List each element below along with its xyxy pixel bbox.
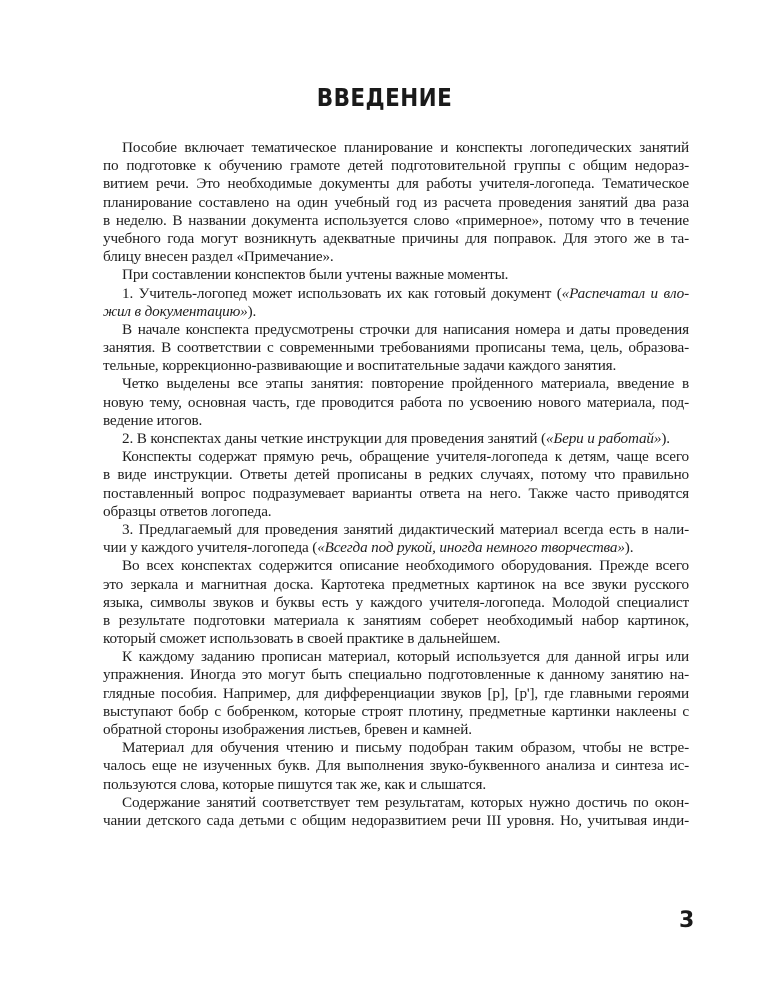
text-segment: Конспекты содержат прямую речь, обращение учителя-логопеда к детям, чаще всего [122,448,689,466]
text-segment: по подготовке к обучению грамоте детей подготовительной группы с общим недораз- [103,157,689,175]
text-segment: занятия. В соответствии с современными требованиями прописаны тема, цель, образова- [103,339,689,357]
text-line [103,739,689,757]
text-segment: Во всех конспектах содержится описание необходимого оборудования. Прежде всего [122,557,689,575]
text-line [103,194,689,212]
text-line [103,576,689,594]
text-line [103,539,689,557]
text-segment: который сможет использовать в своей практике в дальнейшем. [103,630,501,648]
text-segment: При составлении конспектов были учтены важные моменты. [122,266,509,284]
italic-quote: жил в документацию» [103,302,248,320]
text-line [103,230,689,248]
text-segment: новую тему, основная часть, где проводится работа по усвоению нового материала, под- [103,393,689,411]
text-segment: Четко выделены все этапы занятия: повторение пройденного материала, введение в [122,375,689,393]
text-line [103,521,689,539]
text-line [103,466,689,484]
text-line [103,757,689,775]
text-line [103,503,689,521]
text-segment: Содержание занятий соответствует тем результатам, которых нужно достичь по окон- [122,793,689,811]
text-line [103,357,689,375]
text-segment: планирование составлено на один учебный год из расчета проведения занятий два раза [103,193,689,211]
text-line [103,212,689,230]
text-line [103,685,689,703]
text-segment: ). [247,302,257,320]
italic-quote: «Распечатал и вло- [561,284,689,302]
text-segment: пользуются слова, которые пишутся так же, как и слышатся. [103,775,486,793]
text-line [103,339,689,357]
italic-quote: «Бери и работай» [545,430,662,447]
text-line [103,430,689,448]
text-line [103,448,689,466]
text-segment: 2. В конспектах даны четкие инструкции для проведения занятий ( [122,430,546,447]
text-segment: чии у каждого учителя-логопеда ( [103,539,318,557]
text-segment: в результате подготовки материала к занятиям соберет необходимый набор картинок, [103,611,689,629]
text-line [103,303,689,321]
text-segment: в виде инструкции. Ответы детей прописаны в редких случаях, потому что правильно [103,466,689,484]
text-segment: обратной стороны изображения листьев, бревен и камней. [103,721,472,738]
text-segment: чалось еще не изученных букв. Для выполнения звуко-буквенного анализа и синтеза ис- [103,757,689,775]
text-segment: блицу внесен раздел «Примечание». [103,248,334,266]
text-segment: ). [624,539,634,557]
text-segment: чании детского сада детьми с общим недоразвитием речи III уровня. Но, учитывая инди- [103,811,689,829]
text-line [103,248,689,266]
text-line [103,812,689,830]
text-segment: витием речи. Это необходимые документы для работы учителя-логопеда. Тематическое [103,175,689,193]
page-number: 3 [679,908,695,933]
text-segment: ведение итогов. [103,411,203,429]
text-line [103,557,689,575]
text-line [103,703,689,721]
text-line [103,648,689,666]
text-line [103,175,689,193]
text-line [103,594,689,612]
text-segment: образцы ответов логопеда. [103,502,272,520]
text-line [103,485,689,503]
text-segment: языка, символы звуков и буквы есть у каждого учителя-логопеда. Молодой специалист [103,593,689,611]
text-segment: поставленный вопрос подразумевает варианты ответа на него. Также часто приводятся [103,484,689,502]
text-segment: 3. Предлагаемый для проведения занятий дидактический материал всегда есть в нали- [122,520,689,538]
text-line [103,412,689,430]
text-line [103,321,689,339]
text-segment: 1. Учитель-логопед может использовать их как готовый документ ( [122,284,562,302]
text-segment: в неделю. В названии документа используется слово «примерное», потому что в течение [103,211,689,229]
text-segment: Материал для обучения чтению и письму подобран таким образом, чтобы не встре- [122,739,689,757]
text-line [103,776,689,794]
text-line [103,139,689,157]
text-line [103,794,689,812]
text-segment: упражнения. Иногда это могут быть специально подготовленные к данному занятию на- [103,666,689,684]
text-line [103,157,689,175]
text-segment: В начале конспекта предусмотрены строчки для написания номера и даты проведения [122,320,689,338]
text-line [103,285,689,303]
italic-quote: «Всегда под рукой, иногда немного творчества» [317,539,625,557]
text-segment: ). [661,430,670,447]
text-line [103,721,689,739]
text-segment: Пособие включает тематическое планирование и конспекты логопедических занятий [122,139,689,156]
text-line [103,375,689,393]
text-segment: выступают бобр с бобренком, которые строят плотину, предметные картинки наклеены с [103,702,689,720]
body-text [103,139,689,830]
page-title: ВВЕДЕНИЕ [316,82,453,112]
text-segment: К каждому заданию прописан материал, который используется для данной игры или [122,648,689,666]
text-segment: тельные, коррекционно-развивающие и воспитательные задачи каждого занятия. [103,357,617,375]
text-segment: учебного года могут возникнуть адекватные причины для поправок. Для этого же в та- [103,229,689,247]
text-line [103,394,689,412]
text-segment: глядные пособия. Например, для дифференциации звуков [р], [р'], где главными героями [103,684,689,702]
text-line [103,666,689,684]
text-line [103,630,689,648]
text-line [103,612,689,630]
text-line [103,266,689,284]
text-segment: это зеркала и магнитная доска. Картотека предметных картинок на все звуки русского [103,575,689,593]
